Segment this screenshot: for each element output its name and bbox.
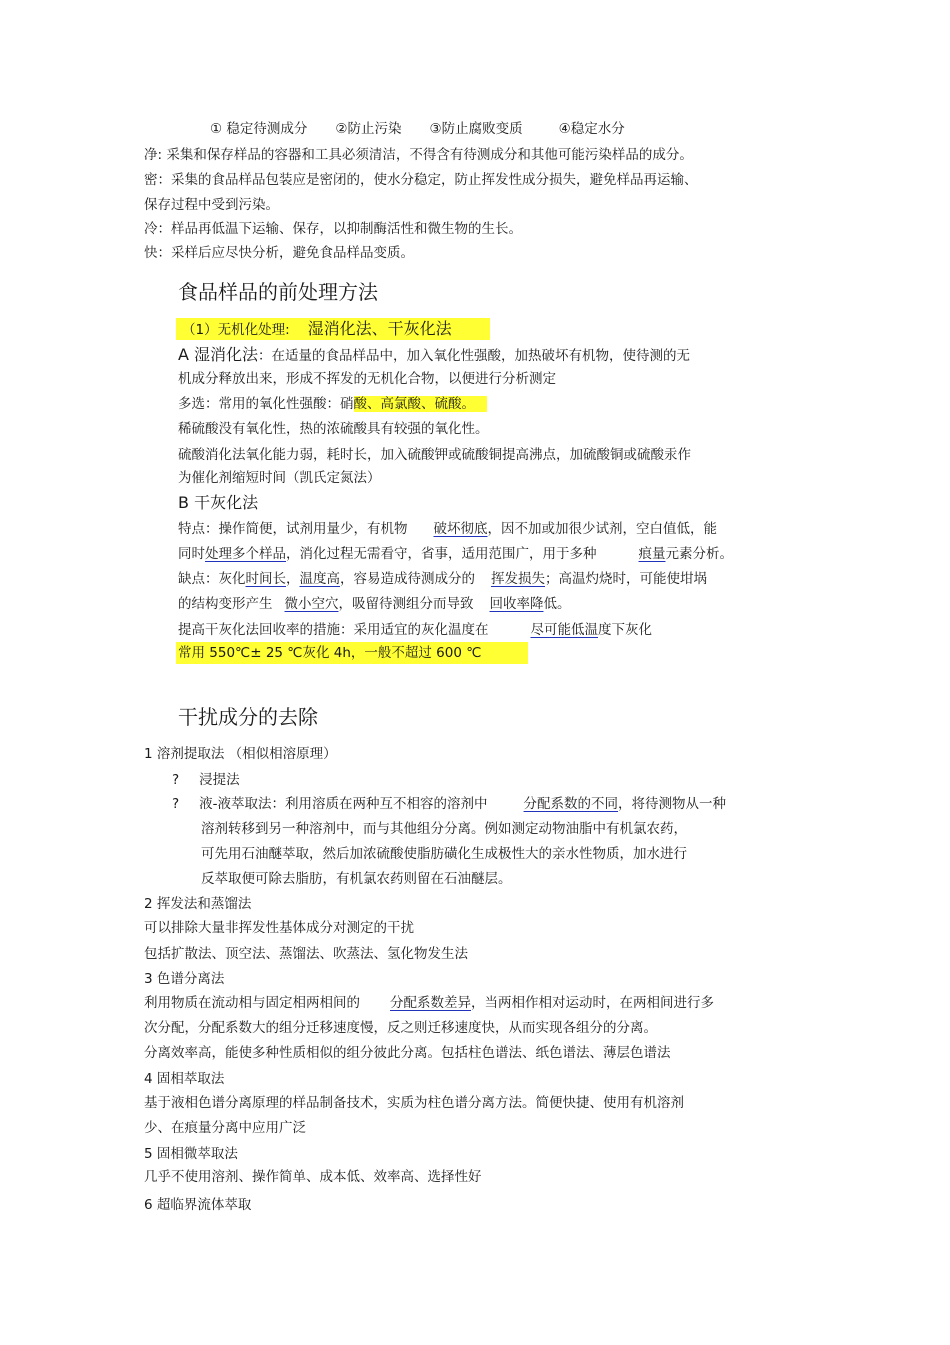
blank-thorough-destruction: 破坏彻底 <box>433 521 488 537</box>
purpose-3: ③防止腐败变质 <box>429 121 523 137</box>
acid-list-highlight: 酸、高氯酸、硫酸。 <box>354 396 488 412</box>
bullet-mark-1: ? <box>172 772 180 788</box>
bullet-lle <box>172 795 726 813</box>
section-title-interference: 干扰成分的去除 <box>178 705 318 729</box>
dilute-sulfuric-note: 稀硫酸没有氧化性，热的浓硫酸具有较强的氧化性。 <box>178 421 489 437</box>
features-text-a: 特点：操作简便，试剂用量少，有机物 <box>178 521 408 537</box>
cons-text-b: ， <box>286 571 300 587</box>
chromatography-text-2: 次分配，分配系数大的组分迁移速度慢，反之则迁移速度快，从而实现各组分的分离。 <box>144 1020 657 1036</box>
inorganic-label: （1）无机化处理: <box>182 322 290 338</box>
improve-text-a: 提高干灰化法回收率的措施：采用适宜的灰化温度在 <box>178 622 489 638</box>
cons-text-a: 缺点：灰化 <box>178 571 246 587</box>
recovery-improve <box>178 621 652 639</box>
dry-ashing-features-2 <box>178 545 733 563</box>
wet-digestion-text-1: ：在适量的食品样品中，加入氧化性强酸，加热破坏有机物，使待测的无 <box>258 348 691 364</box>
purpose-list <box>210 120 625 138</box>
wet-digestion-text-2: 机成分释放出来，形成不挥发的无机化合物，以便进行分析测定 <box>178 371 556 387</box>
spme-text-1: 几乎不使用溶剂、操作简单、成本低、效率高、选择性好 <box>144 1169 482 1185</box>
spe-title: 4 固相萃取法 <box>144 1071 225 1087</box>
rule-sealed-1: 密：采集的食品样品包装应是密闭的，使水分稳定，防止挥发性成分损失，避免样品再运输、 <box>144 172 698 188</box>
purpose-4: ④稳定水分 <box>558 121 625 137</box>
blank-long-time: 时间长 <box>245 571 286 587</box>
blank-micro-pores: 微小空穴 <box>284 596 339 612</box>
solvent-extraction-title: 1 溶剂提取法 （相似相溶原理） <box>144 746 337 762</box>
blank-volatile-loss: 挥发损失 <box>491 571 545 587</box>
sfe-title: 6 超临界流体萃取 <box>144 1197 252 1213</box>
rule-clean: 净: 采集和保存样品的容器和工具必须清洁，不得含有待测成分和其他可能污染样品的成分。 <box>144 147 693 163</box>
spe-text-2: 少、在痕量分离中应用广泛 <box>144 1120 306 1136</box>
section-title-pretreatment: 食品样品的前处理方法 <box>178 280 378 304</box>
chromatography-text-1 <box>144 994 714 1012</box>
dry-ashing-cons-1 <box>178 570 707 588</box>
spe-text-1: 基于液相色谱分离原理的样品制备技术，实质为柱色谱分离方法。简便快捷、使用有机溶剂 <box>144 1095 684 1111</box>
rule-fast: 快：采样后应尽快分析，避免食品样品变质。 <box>144 245 414 261</box>
volatilization-title: 2 挥发法和蒸馏法 <box>144 896 252 912</box>
lle-text-b: ，将待测物从一种 <box>618 796 727 812</box>
features-text-c: 同时 <box>178 546 205 562</box>
volatilization-text-2: 包括扩散法、顶空法、蒸馏法、吹蒸法、氢化物发生法 <box>144 946 468 962</box>
dry-ashing-features-1 <box>178 520 717 538</box>
lle-text-2: 溶剂转移到另一种溶剂中，而与其他组分分离。例如测定动物油脂中有机氯农药， <box>201 821 687 837</box>
blank-recovery-drop: 回收率降 <box>489 596 544 612</box>
spme-title: 5 固相微萃取法 <box>144 1146 238 1162</box>
cons-text-f: ，吸留待测组分而导致 <box>338 596 474 612</box>
blank-partition-coeff: 分配系数差异 <box>390 995 471 1011</box>
purpose-2: ②防止污染 <box>335 121 402 137</box>
dry-ashing-cons-2 <box>178 595 571 613</box>
features-text-e: 元素分析。 <box>665 546 733 562</box>
rule-sealed-2: 保存过程中受到污染。 <box>144 197 279 213</box>
blank-trace: 痕量 <box>638 546 666 562</box>
lle-text-3: 可先用石油醚萃取，然后加浓硫酸使脂肪磺化生成极性大的亲水性物质，加水进行 <box>201 846 687 862</box>
chrom-text-b: ，当两相作相对运动时，在两相间进行多 <box>471 995 714 1011</box>
sulfuric-digestion-2: 为催化剂缩短时间（凯氏定氮法） <box>178 470 381 486</box>
multi-choice-acids <box>178 395 487 413</box>
wet-digestion-line-1 <box>178 346 690 365</box>
purpose-1: ① 稳定待测成分 <box>210 121 308 137</box>
inorganic-methods: 湿消化法、干灰化法 <box>307 319 452 338</box>
features-text-b: ，因不加或加很少试剂，空白值低，能 <box>487 521 717 537</box>
bullet-mark-2: ? <box>172 796 180 812</box>
chromatography-title: 3 色谱分离法 <box>144 971 225 987</box>
wet-digestion-title: A 湿消化法 <box>178 345 259 364</box>
blank-low-temp: 尽可能低温 <box>530 622 598 638</box>
leaching-label: 浸提法 <box>199 772 240 788</box>
lle-text-a: 液-液萃取法：利用溶质在两种互不相容的溶剂中 <box>199 796 488 812</box>
improve-text-b: 度下灰化 <box>598 622 652 638</box>
cons-text-d: ；高温灼烧时，可能使坩埚 <box>545 571 707 587</box>
lle-text-4: 反萃取便可除去脂肪，有机氯农药则留在石油醚层。 <box>201 871 512 887</box>
bullet-leaching <box>172 771 240 789</box>
inorganic-heading <box>176 318 490 340</box>
dry-ashing-title: B 干灰化法 <box>178 493 259 512</box>
sulfuric-digestion-1: 硫酸消化法氧化能力弱，耗时长，加入硫酸钾或硫酸铜提高沸点，加硫酸铜或硫酸汞作 <box>178 447 691 463</box>
chrom-text-a: 利用物质在流动相与固定相两相间的 <box>144 995 360 1011</box>
multi-choice-text: 多选：常用的氧化性强酸：硝 <box>178 396 354 412</box>
blank-partition-diff: 分配系数的不同 <box>523 796 619 812</box>
blank-multiple-samples: 处理多个样品 <box>205 546 286 562</box>
cons-text-e: 的结构变形产生 <box>178 596 273 612</box>
blank-high-temp: 温度高 <box>299 571 340 587</box>
chromatography-text-3: 分离效率高，能使多种性质相似的组分彼此分离。包括柱色谱法、纸色谱法、薄层色谱法 <box>144 1045 671 1061</box>
volatilization-text-1: 可以排除大量非挥发性基体成分对测定的干扰 <box>144 920 414 936</box>
rule-cold: 冷：样品再低温下运输、保存，以抑制酶活性和微生物的生长。 <box>144 221 522 237</box>
cons-text-c: ，容易造成待测成分的 <box>340 571 475 587</box>
cons-text-g: 低。 <box>543 596 571 612</box>
features-text-d: ，消化过程无需看守，省事，适用范围广，用于多种 <box>286 546 597 562</box>
common-temp-highlight: 常用 550℃± 25 ℃灰化 4h，一般不超过 600 ℃ <box>176 642 528 664</box>
